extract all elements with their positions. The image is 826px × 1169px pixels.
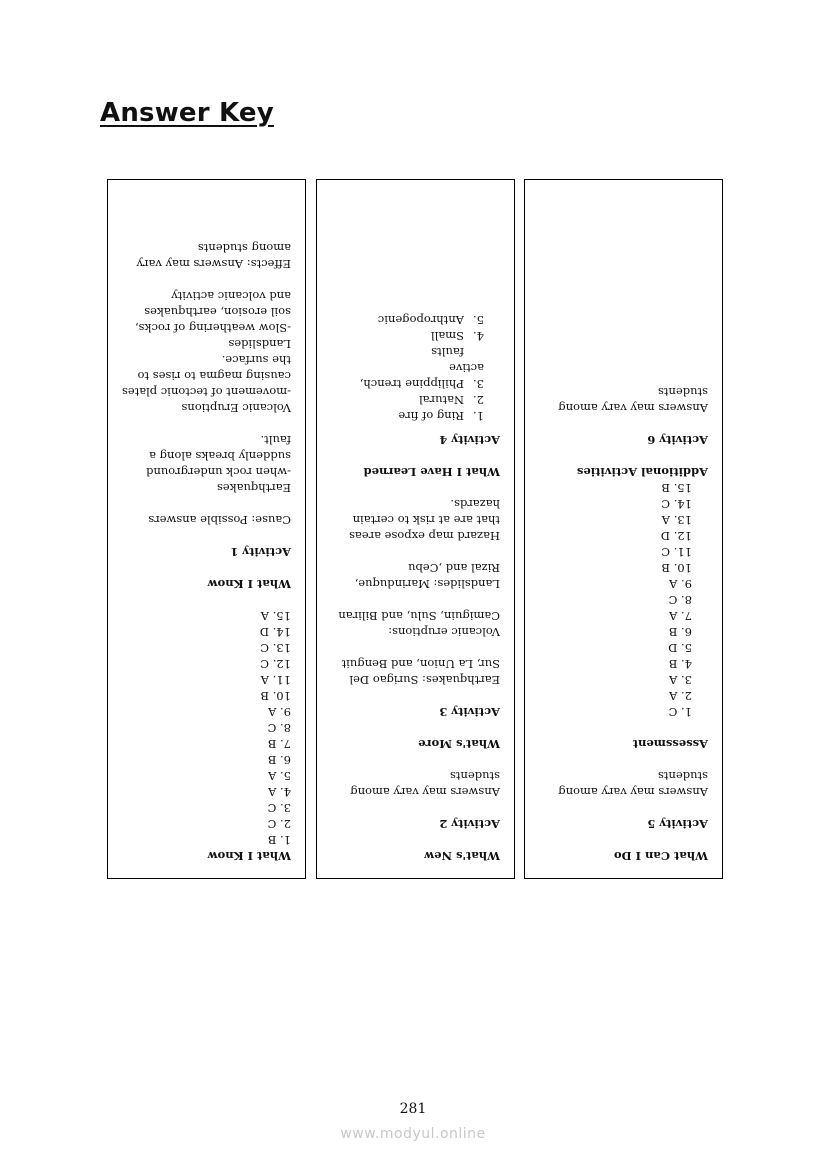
answer-panel-1: [107, 179, 306, 879]
heading-what-i-know-2: What I Know: [207, 577, 291, 591]
answer-panel-3: [524, 179, 723, 879]
activity-5-answer: Answers may vary among: [558, 785, 708, 799]
answer-item: 12. D: [660, 529, 692, 543]
answer-item: 11. C: [661, 545, 692, 559]
heading-whats-new: What's New: [424, 849, 500, 863]
answer-item: 6. B: [267, 753, 291, 767]
item-number: 1.: [473, 409, 484, 423]
list-item: [327, 408, 484, 424]
earthquakes-text: suddenly breaks along a: [149, 449, 291, 463]
landslides-text: soil erosion, earthquakes: [144, 305, 291, 319]
volcanic-text: -movement of tectonic plates: [121, 385, 291, 399]
answer-item: 8. C: [267, 721, 291, 735]
hazard-map-answer: Hazard map expose areas: [349, 529, 500, 543]
heading-what-i-know: What I Know: [207, 849, 291, 863]
item-text: Anthropogenic: [377, 313, 464, 327]
item-number: 3.: [473, 377, 484, 391]
answer-item: 1. B: [267, 833, 291, 847]
heading-activity-3: Activity 3: [439, 705, 500, 719]
volcanic-text: causing magma to rises to: [137, 369, 291, 383]
answer-item: 2. C: [267, 817, 291, 831]
earthquakes-text: fault.: [260, 433, 291, 447]
landslides-title: Landslides: [228, 337, 291, 351]
answer-item: 14. D: [259, 625, 291, 639]
earthquakes-text: -when rock underground: [146, 465, 291, 479]
item-number: 4.: [473, 329, 484, 343]
heading-what-i-have-learned: What I Have Learned: [363, 465, 500, 479]
earthquakes-answer: Earthquakes: Surigao Del: [349, 673, 500, 687]
item-text: Philippine trench, active: [359, 361, 484, 391]
answer-item: 7. A: [669, 609, 692, 623]
cause-text: Cause: Possible answers: [148, 513, 291, 527]
landslides-text: and volcanic activity: [171, 289, 291, 303]
item-text: Ring of fire: [398, 409, 464, 423]
item-text: faults: [431, 345, 464, 359]
page-number: 281: [399, 1101, 427, 1117]
heading-additional-activities: Additional Activities: [576, 465, 708, 479]
answer-item: 10. B: [260, 689, 291, 703]
landslides-answer: Rizal and ,Cebu: [408, 561, 500, 575]
answer-item: 11. A: [260, 673, 291, 687]
volcanic-title: Volcanic Eruptions: [181, 401, 291, 415]
answer-item: 5. D: [668, 641, 692, 655]
answer-item: 9. A: [669, 577, 692, 591]
answer-item: 4. B: [668, 657, 692, 671]
activity-5-answer: students: [657, 769, 708, 783]
earthquakes-title: Earthquakes: [216, 481, 291, 495]
answer-item: 2. A: [669, 689, 692, 703]
volcanic-text: the surface.: [221, 353, 291, 367]
effects-text: Effects: Answers may vary: [136, 257, 291, 271]
answer-item: 7. B: [267, 737, 291, 751]
heading-activity-4: Activity 4: [439, 433, 500, 447]
item-text: Natural: [419, 393, 464, 407]
answer-item: 3. A: [669, 673, 692, 687]
volcanic-answer: Camiguin, Sulu, and Biliran: [338, 609, 500, 623]
effects-text: among students: [197, 241, 291, 255]
hazard-map-answer: hazards.: [450, 497, 500, 511]
item-number: 5.: [473, 313, 484, 327]
answer-item: 1. C: [668, 705, 692, 719]
answer-item: 5. A: [268, 769, 291, 783]
item-text: Small: [431, 329, 464, 343]
hazard-map-answer: that are at risk to certain: [352, 513, 500, 527]
answer-item: 12. C: [260, 657, 291, 671]
item-number: 2.: [473, 393, 484, 407]
heading-activity-5: Activity 5: [647, 817, 708, 831]
list-item: [327, 360, 484, 392]
answer-item: 4. A: [268, 785, 291, 799]
heading-activity-6: Activity 6: [647, 433, 708, 447]
activity-2-answer: students: [449, 769, 500, 783]
earthquakes-answer: Sur, La Union, and Benguit: [341, 657, 500, 671]
answer-item: 10. B: [661, 561, 692, 575]
heading-activity-2: Activity 2: [439, 817, 500, 831]
heading-what-can-i-do: What Can I Do: [613, 849, 708, 863]
landslides-text: -Slow weathering of rocks,: [134, 321, 291, 335]
answer-item: 8. C: [668, 593, 692, 607]
list-item: [327, 344, 484, 360]
answer-item: 13. A: [661, 513, 692, 527]
answer-item: 14. C: [661, 497, 692, 511]
answer-panel-2: [316, 179, 515, 879]
watermark: www.modyul.online: [340, 1126, 486, 1142]
answer-item: 13. C: [260, 641, 291, 655]
page-title: Answer Key: [100, 98, 274, 128]
list-item: [327, 392, 484, 408]
answer-item: 3. C: [267, 801, 291, 815]
activity-6-answer: students: [657, 385, 708, 399]
answer-item: 9. A: [268, 705, 291, 719]
activity-6-answer: Answers may vary among: [558, 401, 708, 415]
answer-item: 15. A: [260, 609, 291, 623]
volcanic-answer: Volcanic eruptions:: [388, 625, 500, 639]
landslides-answer: Landslides: Marinduque,: [354, 577, 500, 591]
list-item: [327, 312, 484, 328]
list-item: [327, 328, 484, 344]
heading-activity-1: Activity 1: [230, 545, 291, 559]
answer-item: 6. B: [668, 625, 692, 639]
heading-whats-more: What's More: [418, 737, 500, 751]
activity-2-answer: Answers may vary among: [350, 785, 500, 799]
heading-assessment: Assessment: [632, 737, 708, 751]
answer-item: 15. B: [661, 481, 692, 495]
